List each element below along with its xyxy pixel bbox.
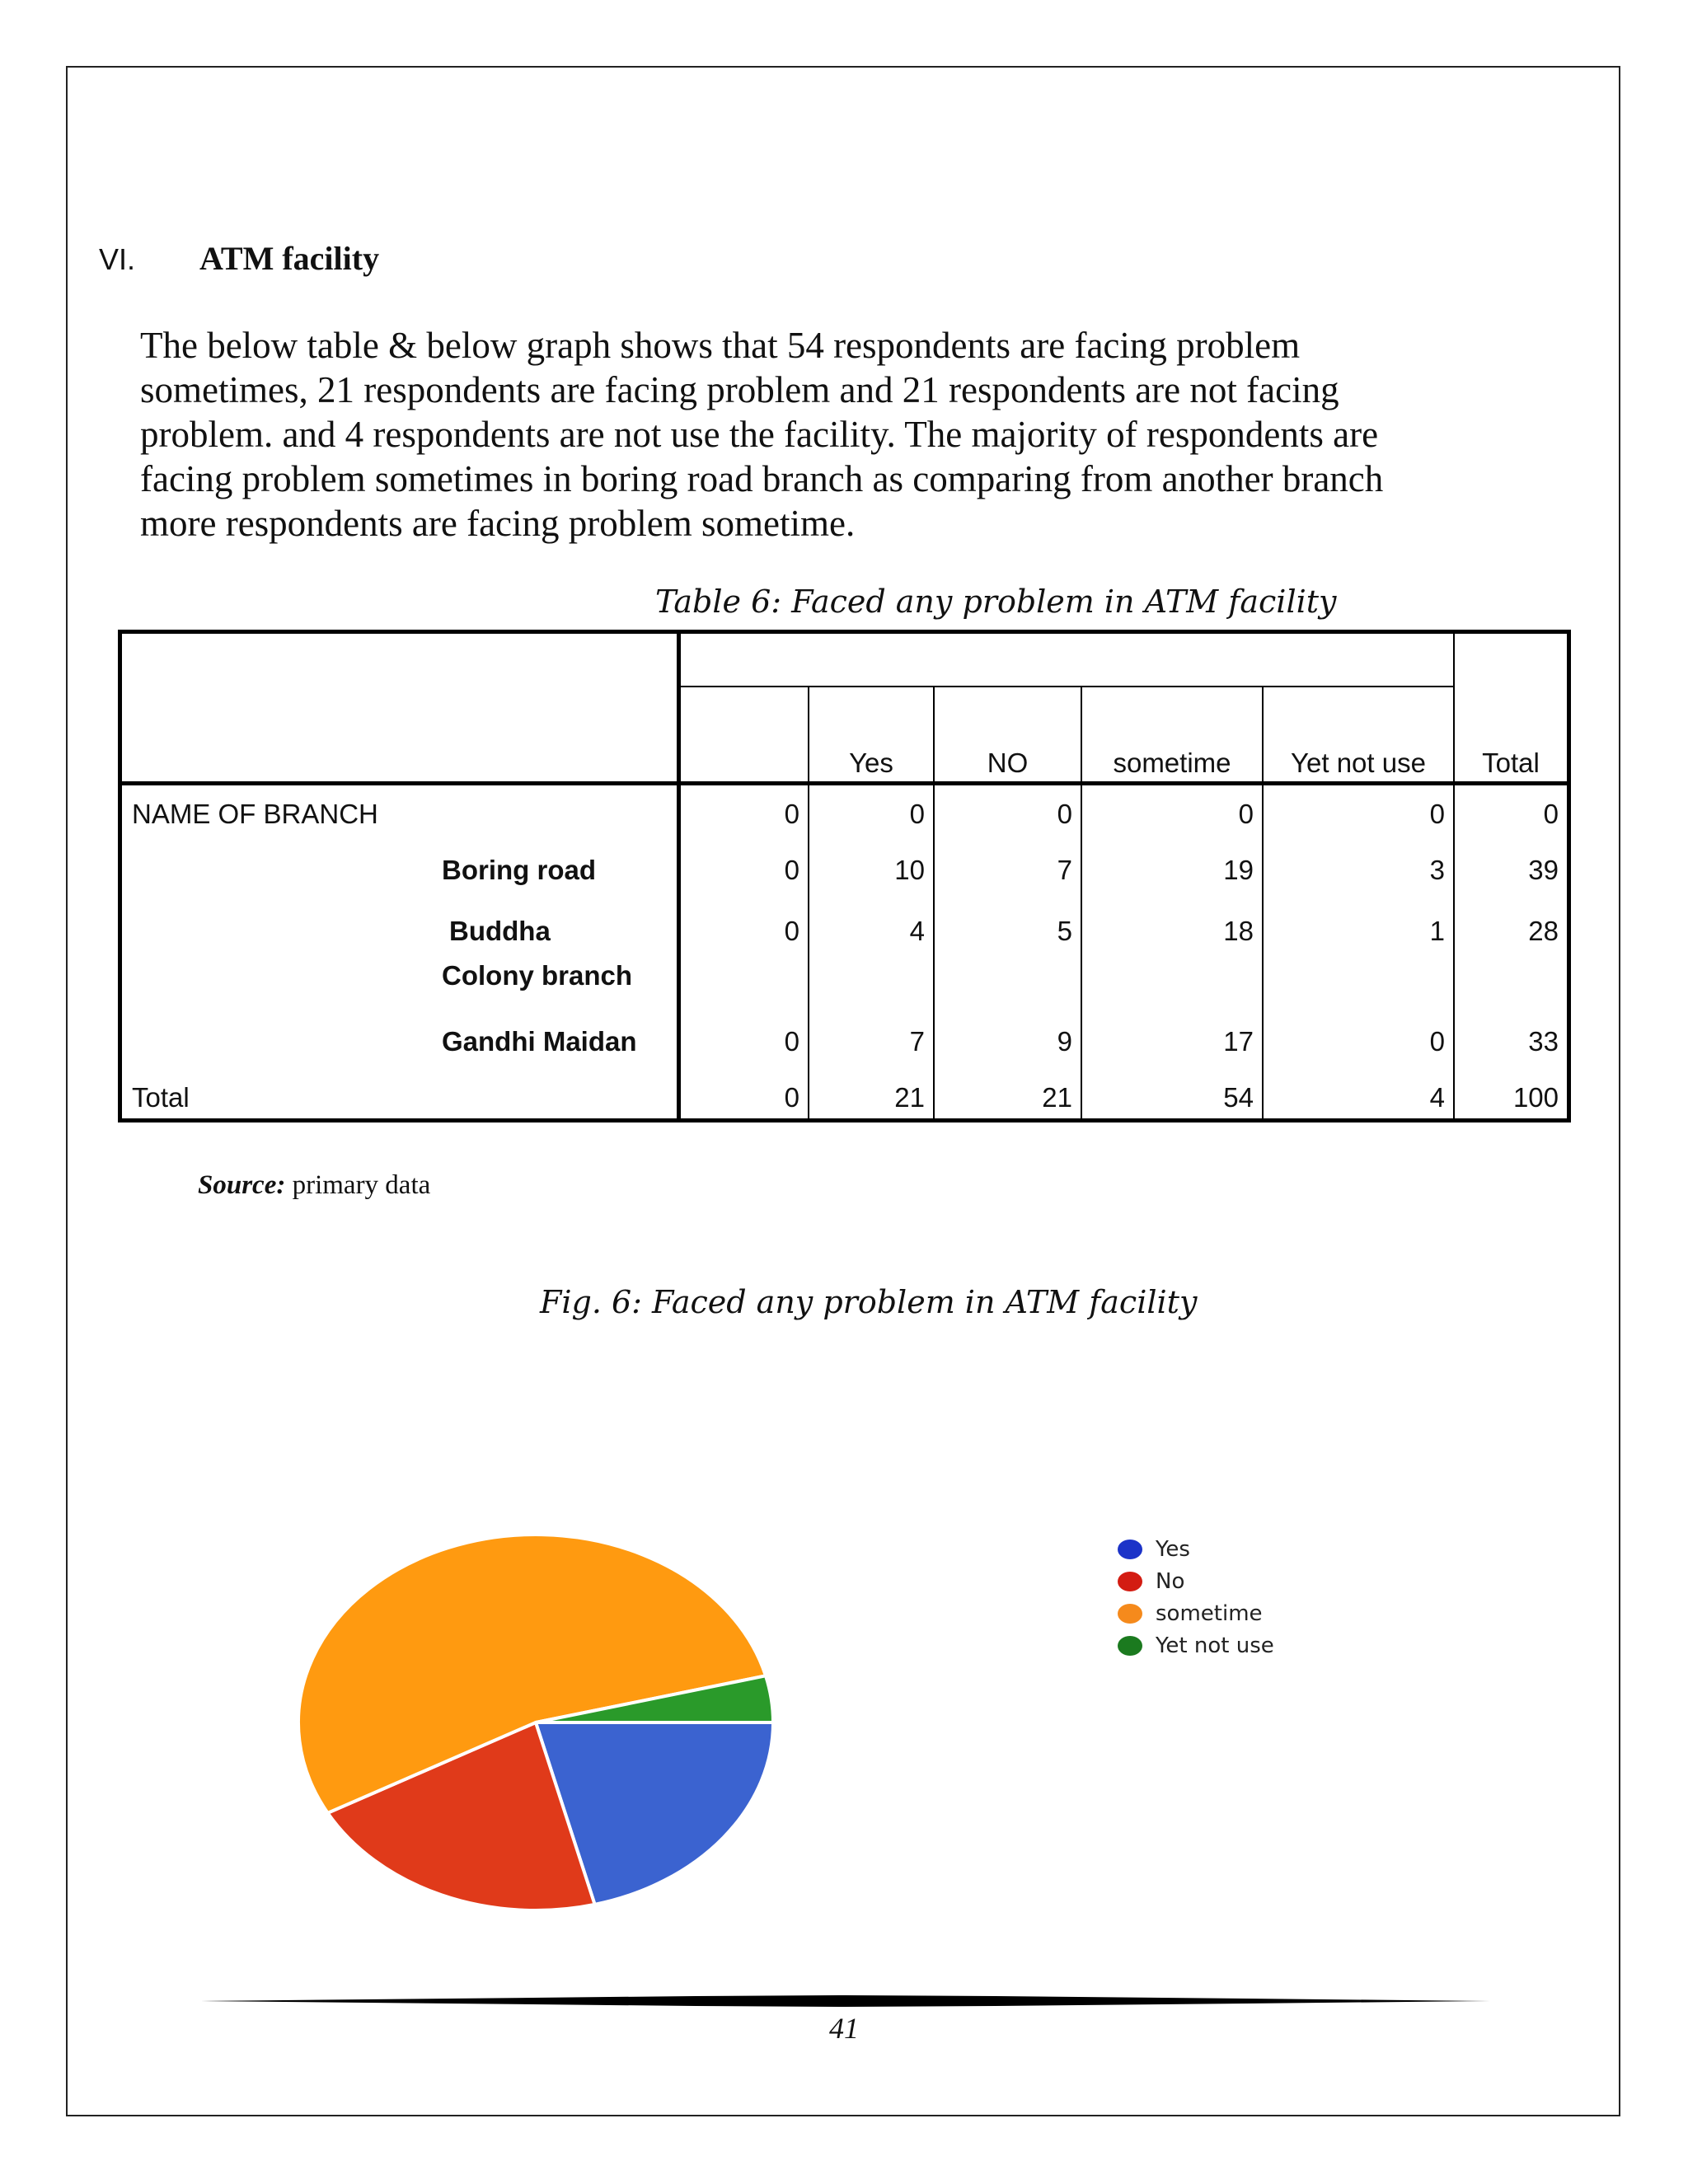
section-heading <box>99 239 379 278</box>
header-yet-not-use: Yet not use <box>1291 748 1426 778</box>
table-cell: 18 <box>1223 916 1254 946</box>
table-cell: 0 <box>784 1026 799 1057</box>
table-cell: 28 <box>1528 916 1559 946</box>
chart-legend <box>1118 1533 1274 1661</box>
data-table <box>118 630 1571 1122</box>
table-cell: 54 <box>1223 1082 1254 1113</box>
table-cell: 7 <box>909 1026 925 1057</box>
table-cell: 21 <box>894 1082 925 1113</box>
legend-swatch <box>1118 1540 1142 1559</box>
legend-swatch <box>1118 1604 1142 1624</box>
table-cell: 33 <box>1528 1026 1559 1057</box>
source-text: primary data <box>292 1170 431 1200</box>
intro-line: facing problem sometimes in boring road branch as comparing from another branch <box>140 458 1384 499</box>
legend-label: Yes <box>1156 1536 1190 1562</box>
table-cell: 0 <box>1238 799 1254 829</box>
legend-swatch <box>1118 1636 1142 1656</box>
page-number: 41 <box>829 2012 859 2045</box>
table-cell: 1 <box>1429 916 1445 946</box>
legend-item <box>1118 1597 1274 1629</box>
legend-item <box>1118 1629 1274 1661</box>
table-cell: 100 <box>1512 1082 1559 1113</box>
branch-name: Boring road <box>442 855 596 885</box>
table-cell: 0 <box>1543 799 1559 829</box>
table-cell: 0 <box>1429 799 1445 829</box>
table-cell: 21 <box>1042 1082 1072 1113</box>
table-cell: 0 <box>784 1082 799 1113</box>
section-number: VI. <box>99 242 136 276</box>
legend-item <box>1118 1533 1274 1565</box>
table-cell: 0 <box>909 799 925 829</box>
legend-label: No <box>1156 1568 1185 1594</box>
header-sometime: sometime <box>1113 748 1231 778</box>
table-cell: 0 <box>784 916 799 946</box>
footer-rule <box>201 1994 1490 2008</box>
table-cell: 7 <box>1057 855 1072 885</box>
figure-caption: Fig. 6: Faced any problem in ATM facility <box>540 1284 1198 1320</box>
pie-chart <box>280 1516 791 1920</box>
branch-name: Gandhi Maidan <box>442 1026 637 1057</box>
header-yes: Yes <box>849 748 893 778</box>
intro-paragraph <box>140 323 1459 546</box>
header-bottom-rule <box>122 781 1567 785</box>
row-group-label: Total <box>132 1082 190 1113</box>
table-cell: 3 <box>1429 855 1445 885</box>
table-cell: 0 <box>784 855 799 885</box>
header-total: Total <box>1482 748 1540 778</box>
row-group-label: NAME OF BRANCH <box>132 799 378 829</box>
intro-line: problem. and 4 respondents are not use the facility. The majority of respondents are <box>140 414 1379 455</box>
table-cell: 19 <box>1223 855 1254 885</box>
section-title: ATM facility <box>199 240 380 277</box>
table-cell: 0 <box>1429 1026 1445 1057</box>
source-label: Source: <box>198 1170 286 1200</box>
table-cell: 4 <box>909 916 925 946</box>
header-no: NO <box>987 748 1029 778</box>
branch-name: Buddha <box>449 916 551 946</box>
intro-line: sometimes, 21 respondents are facing problem and 21 respondents are not facing <box>140 369 1339 410</box>
intro-line: The below table & below graph shows that 54 respondents are facing problem <box>140 325 1301 366</box>
branch-name: Colony branch <box>442 960 633 991</box>
legend-label: Yet not use <box>1156 1633 1274 1658</box>
table-cell: 4 <box>1429 1082 1445 1113</box>
table-cell: 17 <box>1223 1026 1254 1057</box>
table-cell: 10 <box>894 855 925 885</box>
legend-swatch <box>1118 1572 1142 1591</box>
table-cell: 0 <box>1057 799 1072 829</box>
intro-line: more respondents are facing problem sometime. <box>140 503 856 544</box>
legend-item <box>1118 1565 1274 1597</box>
table-cell: 5 <box>1057 916 1072 946</box>
table-cell: 9 <box>1057 1026 1072 1057</box>
header-inner-rule <box>679 686 1455 687</box>
table-source <box>198 1170 430 1201</box>
table-caption: Table 6: Faced any problem in ATM facility <box>655 583 1337 620</box>
table-cell: 39 <box>1528 855 1559 885</box>
legend-label: sometime <box>1156 1601 1263 1626</box>
table-cell: 0 <box>784 799 799 829</box>
